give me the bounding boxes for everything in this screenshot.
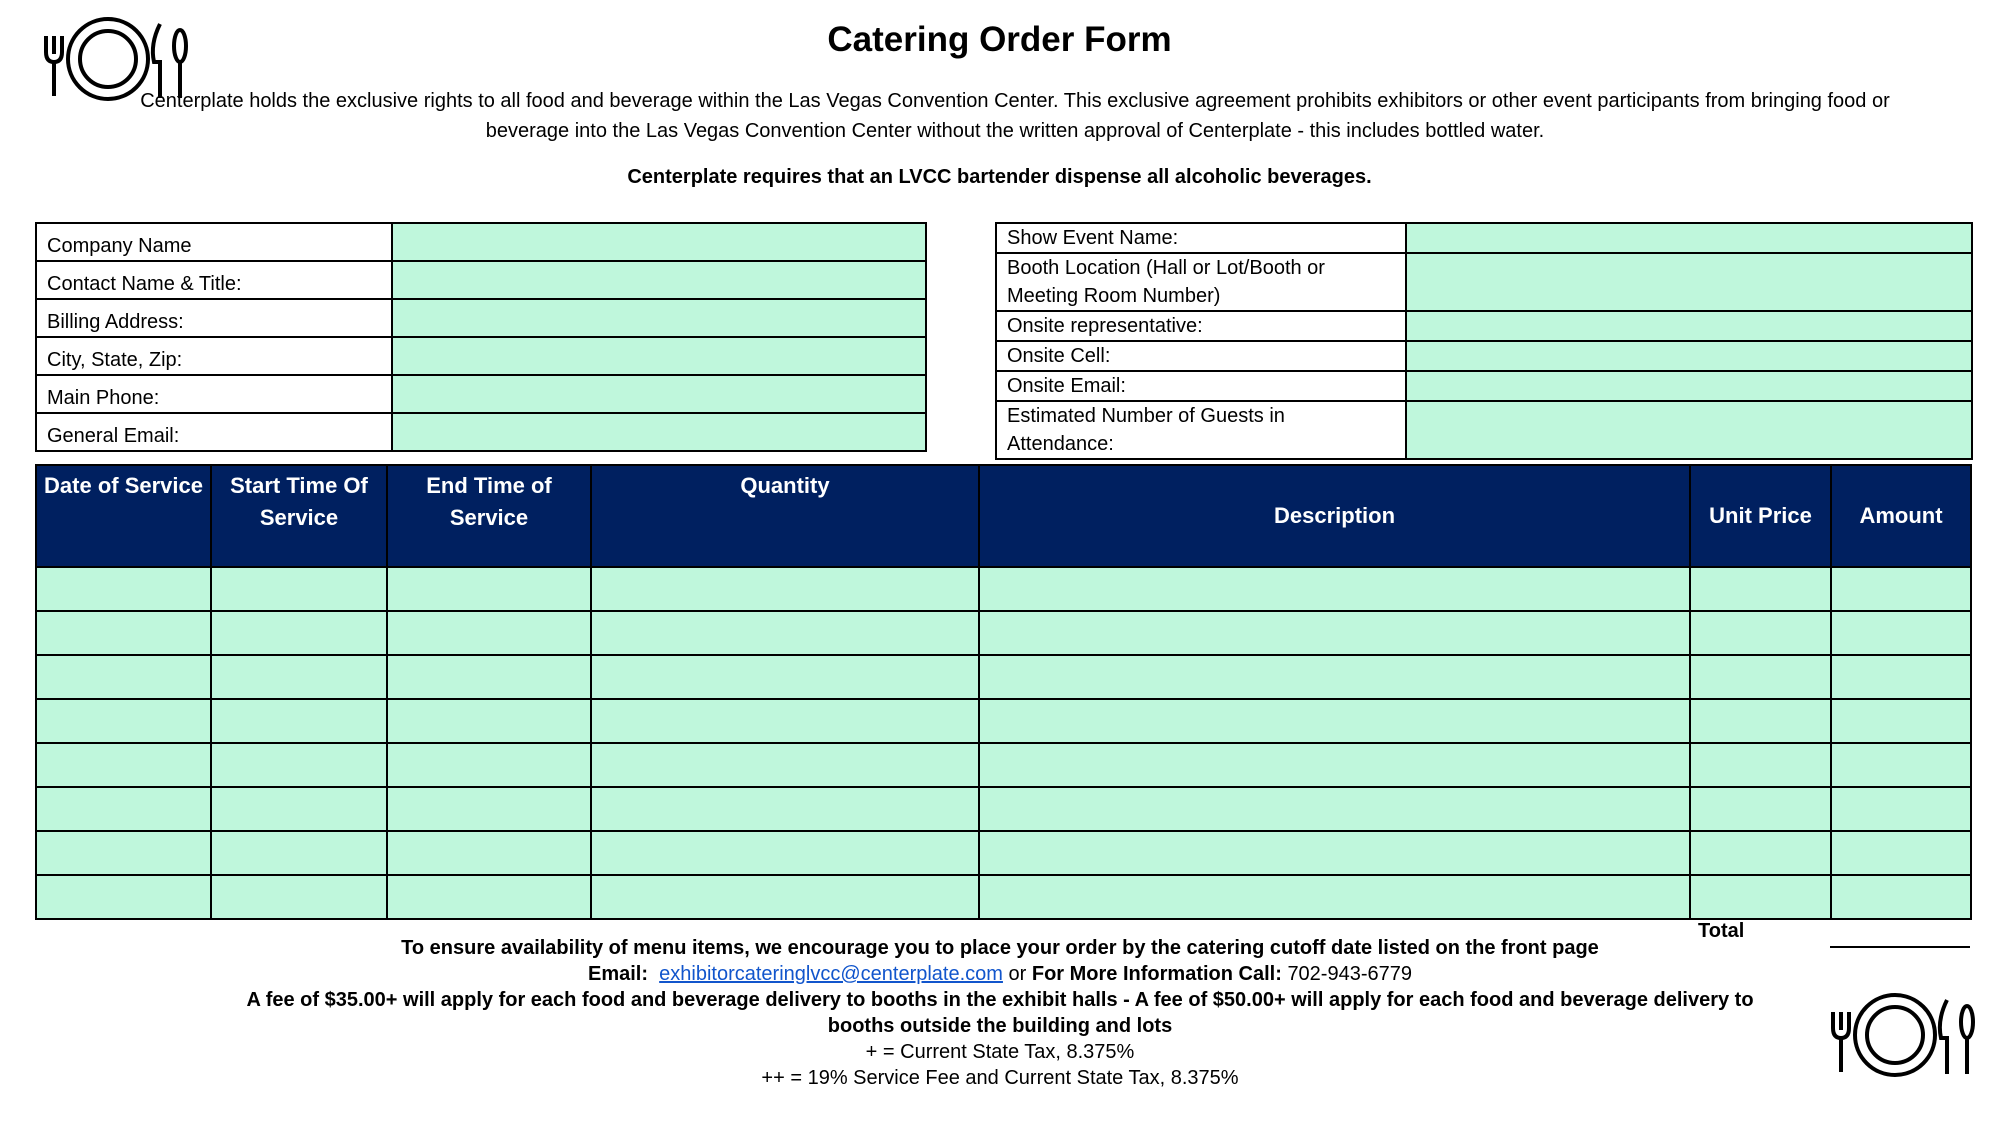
unit-price-cell[interactable]	[1690, 831, 1831, 875]
description-cell[interactable]	[979, 743, 1690, 787]
onsite-representative-input[interactable]	[1406, 311, 1972, 341]
field-label: Booth Location (Hall or Lot/Booth or Meeting Room Number)	[996, 253, 1406, 311]
quantity-cell[interactable]	[591, 655, 979, 699]
table-row	[36, 875, 1971, 919]
description-cell[interactable]	[979, 655, 1690, 699]
date-of-service-cell[interactable]	[36, 655, 211, 699]
end-time-cell[interactable]	[387, 611, 591, 655]
start-time-cell[interactable]	[211, 567, 387, 611]
column-header: Unit Price	[1690, 465, 1831, 567]
description-cell[interactable]	[979, 787, 1690, 831]
unit-price-cell[interactable]	[1690, 743, 1831, 787]
date-of-service-cell[interactable]	[36, 611, 211, 655]
email-label: Email:	[588, 963, 649, 985]
service-fee-note: ++ = 19% Service Fee and Current State Tax, 8.375%	[761, 1067, 1239, 1089]
description-cell[interactable]	[979, 831, 1690, 875]
field-label: Onsite Email:	[996, 371, 1406, 401]
start-time-cell[interactable]	[211, 831, 387, 875]
field-label: Main Phone:	[36, 375, 392, 413]
order-table	[35, 464, 1972, 920]
fee-notice: A fee of $35.00+ will apply for each food and beverage delivery to booths in the exhibit halls - A fee of $50.00+ will apply for each food and beverage delivery to booths outside the building and lots	[246, 989, 1754, 1037]
contact-name-input[interactable]	[392, 261, 926, 299]
field-label: Show Event Name:	[996, 223, 1406, 253]
table-row	[36, 787, 1971, 831]
amount-cell[interactable]	[1831, 875, 1971, 919]
unit-price-cell[interactable]	[1690, 787, 1831, 831]
start-time-cell[interactable]	[211, 743, 387, 787]
description-cell[interactable]	[979, 875, 1690, 919]
end-time-cell[interactable]	[387, 699, 591, 743]
phone-label: For More Information Call:	[1031, 963, 1282, 985]
footer	[230, 935, 1770, 1091]
amount-cell[interactable]	[1831, 699, 1971, 743]
contact-line	[230, 961, 1770, 987]
table-row	[36, 567, 1971, 611]
description-cell[interactable]	[979, 567, 1690, 611]
start-time-cell[interactable]	[211, 787, 387, 831]
main-phone-input[interactable]	[392, 375, 926, 413]
alcohol-notice: Centerplate requires that an LVCC bartender dispense all alcoholic beverages.	[627, 166, 1372, 188]
quantity-cell[interactable]	[591, 875, 979, 919]
quantity-cell[interactable]	[591, 611, 979, 655]
phone-number: 702-943-6779	[1287, 963, 1412, 985]
amount-cell[interactable]	[1831, 567, 1971, 611]
table-row	[36, 831, 1971, 875]
field-label: Company Name	[36, 223, 392, 261]
column-header: Description	[979, 465, 1690, 567]
end-time-cell[interactable]	[387, 655, 591, 699]
date-of-service-cell[interactable]	[36, 875, 211, 919]
city-state-zip-input[interactable]	[392, 337, 926, 375]
billing-address-input[interactable]	[392, 299, 926, 337]
amount-cell[interactable]	[1831, 611, 1971, 655]
field-label: Estimated Number of Guests in Attendance:	[996, 401, 1406, 459]
table-row	[36, 611, 1971, 655]
order-rows	[36, 567, 1971, 919]
unit-price-cell[interactable]	[1690, 875, 1831, 919]
date-of-service-cell[interactable]	[36, 787, 211, 831]
amount-cell[interactable]	[1831, 655, 1971, 699]
total-label: Total	[1698, 920, 1745, 942]
end-time-cell[interactable]	[387, 831, 591, 875]
table-row	[36, 655, 1971, 699]
end-time-cell[interactable]	[387, 743, 591, 787]
column-header: Amount	[1831, 465, 1971, 567]
company-name-input[interactable]	[392, 223, 926, 261]
email-link[interactable]: exhibitorcateringlvcc@centerplate.com	[659, 963, 1003, 985]
cutoff-notice: To ensure availability of menu items, we encourage you to place your order by the catering cutoff date listed on the front page	[401, 937, 1599, 959]
start-time-cell[interactable]	[211, 611, 387, 655]
field-label: City, State, Zip:	[36, 337, 392, 375]
quantity-cell[interactable]	[591, 743, 979, 787]
field-label: Contact Name & Title:	[36, 261, 392, 299]
date-of-service-cell[interactable]	[36, 567, 211, 611]
unit-price-cell[interactable]	[1690, 699, 1831, 743]
quantity-cell[interactable]	[591, 787, 979, 831]
column-header: Start Time Of Service	[211, 465, 387, 567]
intro-text: Centerplate holds the exclusive rights to all food and beverage within the Las Vegas Convention Center. This exclusive agreement prohibits exhibitors or other event participants from bringing food or beverage into the Las Vegas Convention Center without the written approval of Centerplate - this includes bottled water.	[140, 90, 1890, 142]
amount-cell[interactable]	[1831, 787, 1971, 831]
tax-note: + = Current State Tax, 8.375%	[865, 1041, 1135, 1063]
total-amount-line[interactable]	[1830, 946, 1970, 948]
unit-price-cell[interactable]	[1690, 611, 1831, 655]
date-of-service-cell[interactable]	[36, 743, 211, 787]
plate-cutlery-icon	[1825, 990, 1975, 1080]
onsite-cell-input[interactable]	[1406, 341, 1972, 371]
quantity-cell[interactable]	[591, 831, 979, 875]
event-info-table	[995, 222, 1973, 460]
field-label: Onsite representative:	[996, 311, 1406, 341]
date-of-service-cell[interactable]	[36, 699, 211, 743]
amount-cell[interactable]	[1831, 831, 1971, 875]
unit-price-cell[interactable]	[1690, 567, 1831, 611]
end-time-cell[interactable]	[387, 875, 591, 919]
quantity-cell[interactable]	[591, 567, 979, 611]
field-label: Onsite Cell:	[996, 341, 1406, 371]
description-cell[interactable]	[979, 611, 1690, 655]
show-event-name-input[interactable]	[1406, 223, 1972, 253]
description-cell[interactable]	[979, 699, 1690, 743]
field-label: General Email:	[36, 413, 392, 451]
start-time-cell[interactable]	[211, 699, 387, 743]
contact-info-table	[35, 222, 927, 452]
end-time-cell[interactable]	[387, 787, 591, 831]
column-header: End Time of Service	[387, 465, 591, 567]
end-time-cell[interactable]	[387, 567, 591, 611]
table-row	[36, 699, 1971, 743]
amount-cell[interactable]	[1831, 743, 1971, 787]
date-of-service-cell[interactable]	[36, 831, 211, 875]
quantity-cell[interactable]	[591, 699, 979, 743]
guest-count-input[interactable]	[1406, 401, 1972, 459]
start-time-cell[interactable]	[211, 875, 387, 919]
table-row	[36, 743, 1971, 787]
field-label: Billing Address:	[36, 299, 392, 337]
onsite-email-input[interactable]	[1406, 371, 1972, 401]
page-title: Catering Order Form	[827, 20, 1172, 59]
general-email-input[interactable]	[392, 413, 926, 451]
unit-price-cell[interactable]	[1690, 655, 1831, 699]
or-text: or	[1008, 963, 1027, 985]
column-header: Quantity	[591, 465, 979, 567]
column-header: Date of Service	[36, 465, 211, 567]
start-time-cell[interactable]	[211, 655, 387, 699]
booth-location-input[interactable]	[1406, 253, 1972, 311]
